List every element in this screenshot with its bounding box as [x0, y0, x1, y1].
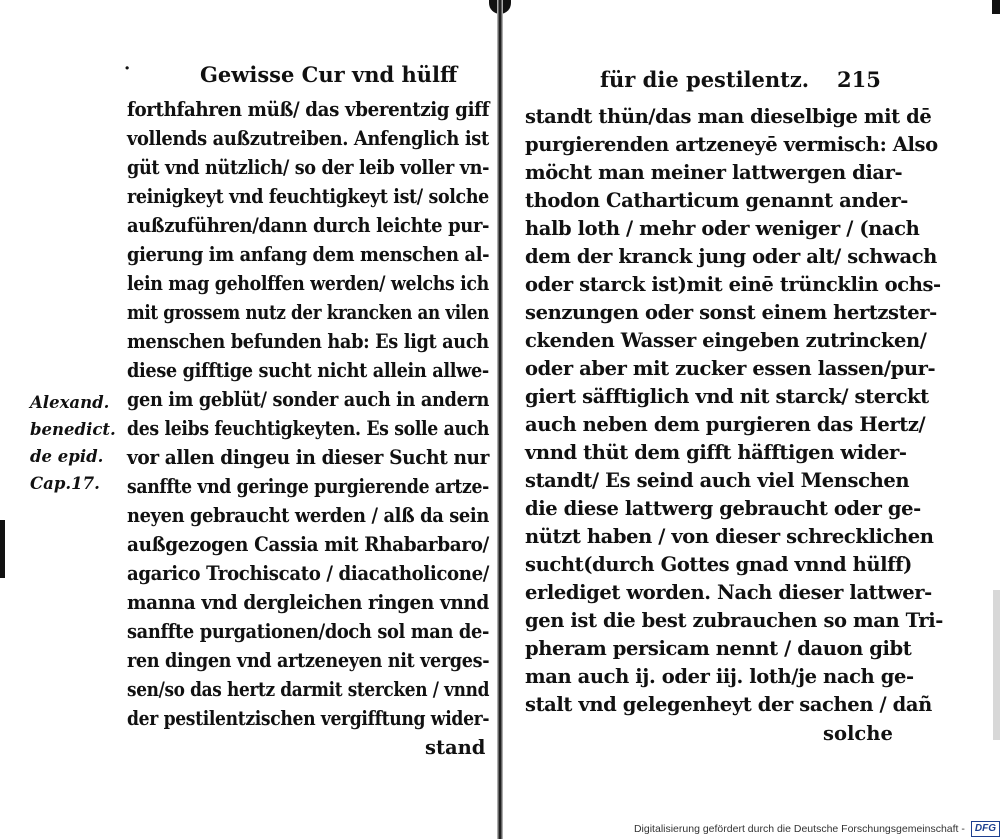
margin-note-line: Alexand.: [30, 393, 110, 412]
text-line: außgezogen Cassia mit Rhabarbaro/: [127, 533, 489, 556]
text-line: mit grossem nutz der krancken an vilen: [127, 301, 489, 324]
text-line: gen ist die best zubrauchen so man Tri-: [525, 609, 943, 632]
text-line: sucht(durch Gottes gnad vnnd hülff): [525, 553, 912, 576]
page-number: 215: [837, 67, 881, 92]
text-line: thodon Catharticum genannt ander-: [525, 189, 908, 212]
text-line: man auch ij. oder iij. loth/je nach ge-: [525, 665, 914, 688]
text-line: möcht man meiner lattwergen diar-: [525, 161, 903, 184]
margin-note-line: de epid.: [30, 447, 104, 466]
text-line: sanffte vnd geringe purgierende artze-: [127, 475, 489, 498]
margin-note-line: benedict.: [30, 420, 116, 439]
text-line: menschen befunden hab: Es ligt auch: [127, 330, 489, 353]
text-line: sanffte purgationen/doch sol man de-: [127, 620, 490, 643]
margin-note-line: Cap.17.: [30, 474, 100, 493]
text-line: pheram persicam nennt / dauon gibt: [525, 637, 912, 660]
text-line: stalt vnd gelegenheyt der sachen / dañ: [525, 693, 932, 716]
text-line: sen/so das hertz darmit stercken / vnnd: [127, 678, 490, 701]
right-catchword: solche: [823, 722, 893, 745]
text-line: auch neben dem purgieren das Hertz/: [525, 413, 926, 436]
text-line: der pestilentzischen vergifftung wider-: [127, 707, 490, 730]
text-line: ckenden Wasser eingeben zutrincken/: [525, 329, 927, 352]
credit-text: Digitalisierung gefördert durch die Deutsche Forschungsgemeinschaft -: [633, 823, 965, 835]
right-page: [503, 0, 1000, 839]
text-line: güt vnd nützlich/ so der leib voller vn-: [127, 156, 490, 179]
text-line: standt/ Es seind auch viel Menschen: [525, 469, 910, 492]
left-catchword: stand: [425, 736, 486, 759]
text-line: vollends außzutreiben. Anfenglich ist: [127, 127, 489, 150]
text-line: dem der kranck jung oder alt/ schwach: [525, 245, 937, 268]
left-page: [0, 0, 497, 839]
text-line: diese gifftige sucht nicht allein allwe-: [127, 359, 489, 382]
dfg-logo-icon: DFG: [971, 821, 1000, 837]
text-line: oder aber mit zucker essen lassen/pur-: [525, 357, 936, 380]
text-line: standt thün/das man dieselbige mit dē: [525, 105, 932, 128]
text-line: oder starck ist)mit einē trüncklin ochs-: [525, 273, 941, 296]
text-line: außzuführen/dann durch leichte pur-: [127, 214, 490, 237]
text-line: vnnd thüt dem gifft häfftigen wider-: [525, 441, 907, 464]
digitization-credit: [634, 821, 1000, 837]
left-running-head: Gewisse Cur vnd hülff: [200, 62, 458, 87]
text-line: lein mag geholffen werden/ welchs ich: [127, 272, 489, 295]
decorative-dot: ·: [124, 58, 131, 79]
text-line: nützt haben / von dieser schrecklichen: [525, 525, 934, 548]
text-line: halb loth / mehr oder weniger / (nach: [525, 217, 920, 240]
text-line: vor allen dingeu in dieser Sucht nur: [127, 446, 490, 469]
text-line: die diese lattwerg gebraucht oder ge-: [525, 497, 921, 520]
text-line: manna vnd dergleichen ringen vnnd: [127, 591, 489, 614]
text-line: giert säfftiglich vnd nit starck/ sterckt: [525, 385, 929, 408]
text-line: gierung im anfang dem menschen al-: [127, 243, 490, 266]
text-line: reinigkeyt vnd feuchtigkeyt ist/ solche: [127, 185, 489, 208]
text-line: senzungen oder sonst einem hertzster-: [525, 301, 937, 324]
text-line: agarico Trochiscato / diacatholicone/: [127, 562, 490, 585]
text-line: des leibs feuchtigkeyten. Es solle auch: [127, 417, 490, 440]
text-line: ren dingen vnd artzeneyen nit verges-: [127, 649, 490, 672]
text-line: forthfahren müß/ das vberentzig giff: [127, 98, 490, 121]
text-line: erlediget worden. Nach dieser lattwer-: [525, 581, 932, 604]
text-line: gen im geblüt/ sonder auch in andern: [127, 388, 489, 411]
text-line: purgierenden artzeneyē vermisch: Also: [525, 133, 938, 156]
right-running-head: für die pestilentz.: [600, 67, 810, 92]
text-line: neyen gebraucht werden / alß da sein: [127, 504, 489, 527]
